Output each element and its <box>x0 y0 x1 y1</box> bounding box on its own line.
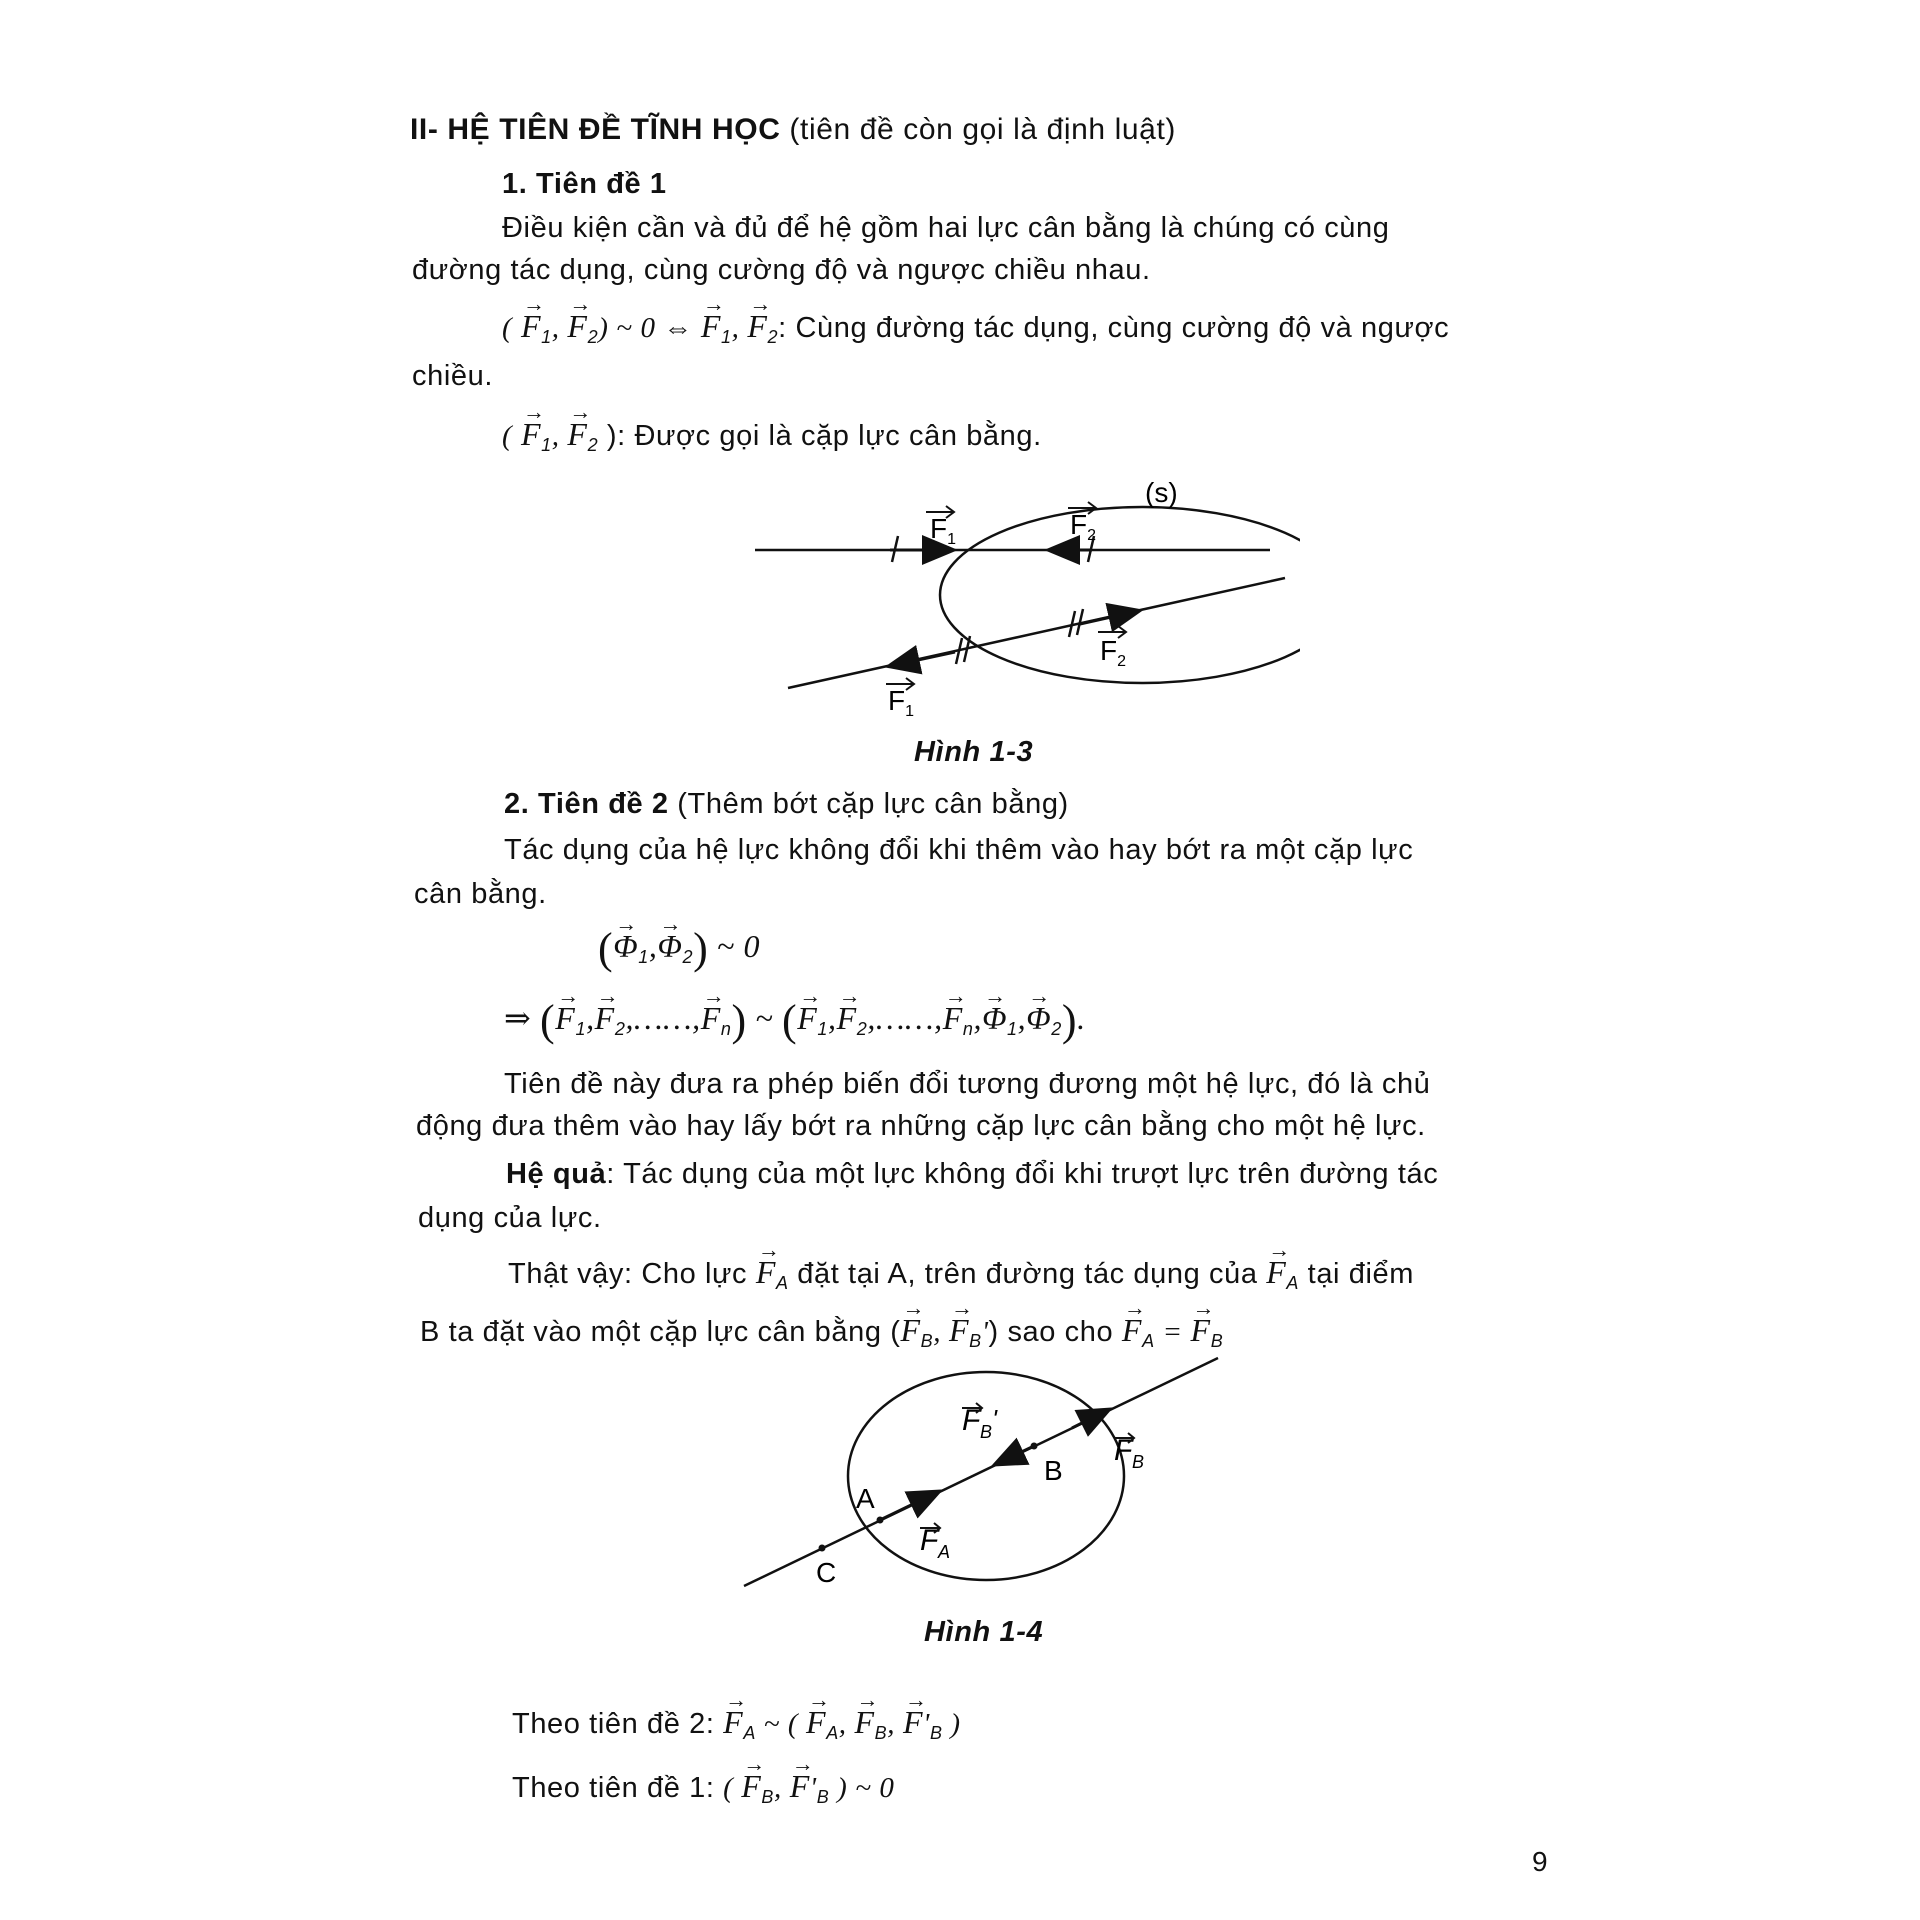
svg-text:B: B <box>980 1422 993 1442</box>
force-f2-slanted-arrow <box>1080 611 1138 624</box>
corollary-label: Hệ quả <box>506 1158 607 1190</box>
label-f2-slanted: $F_2$ <box>1100 635 1127 670</box>
axiom2-text-line2: cân bằng. <box>414 878 547 910</box>
corollary-text2: dụng của lực. <box>418 1202 602 1234</box>
label-f1-bottom: $F_1$ <box>888 685 915 720</box>
corollary-text: : Tác dụng của một lực không đổi khi trượt lực trên đường tác <box>606 1158 1439 1190</box>
axiom2-formula-1: (→ $\Phi_1,\to \Phi_2$) ~ 0 <box>598 928 760 975</box>
force-f1-slanted-arrow <box>890 652 955 666</box>
axiom1-formula-tail2: chiều. <box>412 360 493 392</box>
line-of-action-2 <box>788 578 1285 688</box>
axiom1-title: 1. Tiên đề 1 <box>502 168 667 200</box>
svg-text:': ' <box>992 1404 997 1434</box>
label-f1-top: $F_1$ <box>930 513 957 548</box>
corollary <box>506 1156 1438 1192</box>
point-c <box>819 1545 826 1552</box>
label-b: B <box>1044 1455 1063 1486</box>
section-heading <box>410 112 1176 148</box>
label-f2-top: $F_2$ <box>1070 509 1097 544</box>
label-a: A <box>856 1483 875 1514</box>
axiom2-title <box>504 786 1069 822</box>
figure-1-3-caption: Hình 1-3 <box>914 736 1034 768</box>
label-fb <box>1114 1433 1144 1472</box>
svg-text:B: B <box>1132 1452 1145 1472</box>
point-b <box>1031 1443 1038 1450</box>
figure-1-4-caption: Hình 1-4 <box>924 1616 1044 1648</box>
section-heading-note: (tiên đề còn gọi là định luật) <box>789 113 1176 146</box>
axiom1-formula: ( → $F_1$, → $F_2$) ~ 0 ⇔ → $F_1$, → $F_2$: Cùng đường tác dụng, cùng cường độ và ngược <box>502 308 1449 355</box>
proof-line1: Thật vậy: Cho lực → $F_A$ đặt tại A, trên đường tác dụng của → $F_A$ tại điểm <box>508 1254 1414 1301</box>
section-heading-title: II- HỆ TIÊN ĐỀ TĨNH HỌC <box>410 113 781 146</box>
axiom1-formula-tail: : Cùng đường tác dụng, cùng cường độ và ngược <box>778 312 1450 344</box>
svg-text:F: F <box>1114 1434 1133 1467</box>
axiom2-explain-line1: Tiên đề này đưa ra phép biến đổi tương đương một hệ lực, đó là chủ <box>504 1068 1431 1100</box>
force-fa-arrow <box>880 1492 938 1520</box>
label-s: (s) <box>1145 477 1178 508</box>
conclusion-line2: Theo tiên đề 1: ( → $F_B$, → $F'_B$ ) ~ 0 <box>512 1768 895 1815</box>
ellipse-body <box>848 1372 1124 1580</box>
svg-text:F: F <box>920 1524 939 1557</box>
axiom2-title-note: (Thêm bớt cặp lực cân bằng) <box>677 788 1069 820</box>
axiom2-text-line1: Tác dụng của hệ lực không đổi khi thêm vào hay bớt ra một cặp lực <box>504 834 1414 866</box>
axiom1-text-line1: Điều kiện cần và đủ để hệ gồm hai lực cân bằng là chúng có cùng <box>502 212 1390 244</box>
axiom2-title-text: 2. Tiên đề 2 <box>504 788 669 820</box>
proof-line2: B ta đặt vào một cặp lực cân bằng (→ $F_B$, → $F_B'$) sao cho → $F_A$ = → $F_B$ <box>420 1312 1223 1359</box>
axiom1-pair-text: ): Được gọi là cặp lực cân bằng. <box>606 420 1042 452</box>
svg-text:F: F <box>962 1404 981 1437</box>
axiom2-explain-line2: động đưa thêm vào hay lấy bớt ra những cặp lực cân bằng cho một hệ lực. <box>416 1110 1426 1142</box>
figure-1-4 <box>740 1350 1240 1600</box>
line-of-action <box>744 1358 1218 1586</box>
axiom1-pair: ( → $F_1$, → $F_2$ ): Được gọi là cặp lực cân bằng. <box>502 416 1042 463</box>
point-a <box>877 1517 884 1524</box>
axiom1-text-line2: đường tác dụng, cùng cường độ và ngược chiều nhau. <box>412 254 1151 286</box>
figure-1-3 <box>740 470 1300 720</box>
label-c: C <box>816 1557 837 1588</box>
svg-text:A: A <box>938 1542 951 1562</box>
force-fb-prime-arrow <box>996 1446 1034 1464</box>
axiom2-formula-2: ⇒ (→ $F_1,\to$ $F_2,\dots\dots,\to F_n$) ~ (→ $F_1,\to$ $F_2,\dots\dots,\to F_n,\to \Phi_1,\to \Phi_2$). <box>504 1000 1086 1047</box>
label-fa <box>920 1523 950 1562</box>
conclusion-line1: Theo tiên đề 2: → $F_A$ ~ ( → $F_A$, → $F_B$, → $F'_B$ ) <box>512 1704 961 1751</box>
page-number: 9 <box>1532 1846 1548 1877</box>
label-fb-prime <box>962 1403 998 1442</box>
